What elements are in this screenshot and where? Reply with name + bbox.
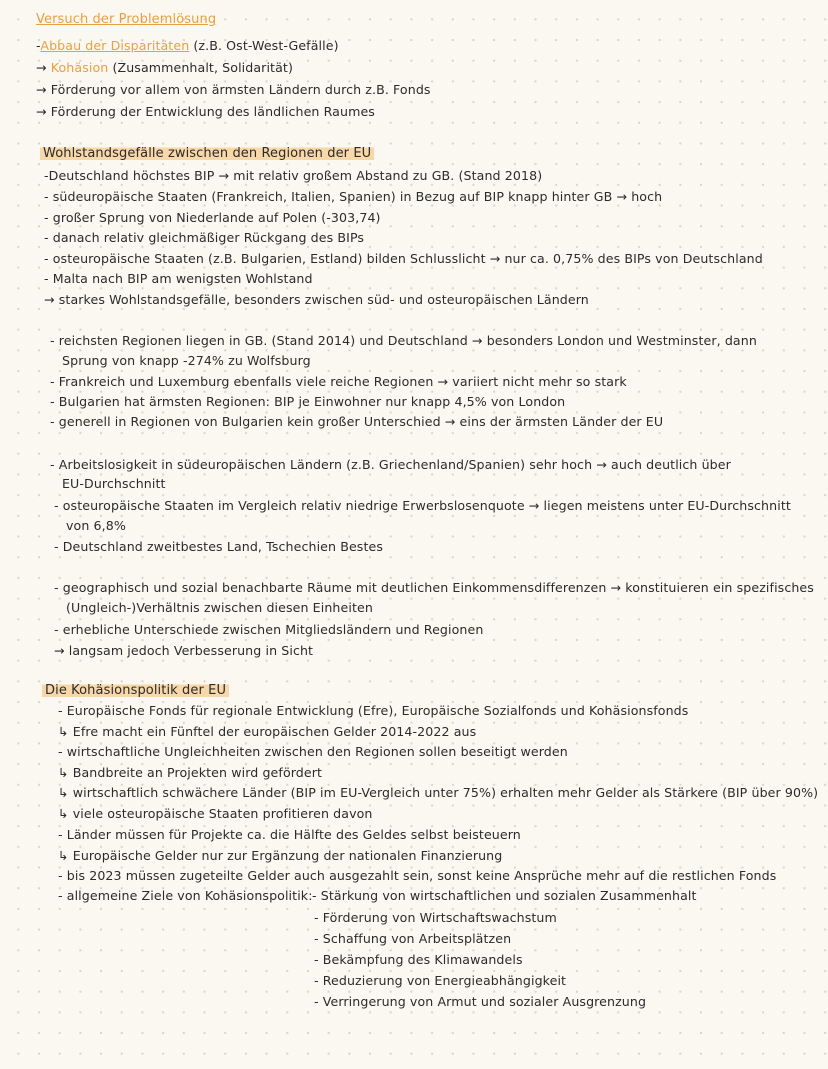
item-prefix: → bbox=[36, 60, 47, 75]
list-item: - Europäische Fonds für regionale Entwicklung (Efre), Europäische Sozialfonds und Kohäsionsfonds bbox=[58, 703, 689, 718]
goal-item: - Verringerung von Armut und sozialer Ausgrenzung bbox=[314, 994, 647, 1009]
list-item: - Bulgarien hat ärmsten Regionen: BIP je Einwohner nur knapp 4,5% von London bbox=[50, 394, 566, 409]
section1-title: Versuch der Problemlösung bbox=[36, 12, 217, 27]
list-item: - Arbeitslosigkeit in südeuropäischen Ländern (z.B. Griechenland/Spanien) sehr hoch → auch deutlich über bbox=[50, 457, 731, 472]
item-prefix: - bbox=[36, 38, 41, 53]
list-item: → langsam jedoch Verbesserung in Sicht bbox=[54, 643, 314, 658]
list-item: → starkes Wohlstandsgefälle, besonders zwischen süd- und osteuropäischen Ländern bbox=[44, 292, 589, 307]
item-prefix: → bbox=[36, 104, 47, 119]
list-item: - geographisch und sozial benachbarte Räume mit deutlichen Einkommensdifferenzen → konstituieren ein spezifisches bbox=[54, 580, 814, 595]
list-item: - großer Sprung von Niederlande auf Polen (-303,74) bbox=[44, 210, 381, 225]
list-item: - südeuropäische Staaten (Frankreich, Italien, Spanien) in Bezug auf BIP knapp hinter GB → hoch bbox=[44, 189, 663, 204]
item-highlight: Abbau der Disparitäten bbox=[40, 38, 190, 53]
goal-item: - Schaffung von Arbeitsplätzen bbox=[314, 931, 512, 946]
item-text: Förderung der Entwicklung des ländlichen Raumes bbox=[50, 104, 375, 119]
section3-title: Die Kohäsionspolitik der EU bbox=[42, 682, 229, 699]
item-text: Förderung vor allem von ärmsten Ländern durch z.B. Fonds bbox=[50, 82, 431, 97]
list-item: ↳ viele osteuropäische Staaten profitieren davon bbox=[58, 806, 373, 821]
list-item: ↳ Europäische Gelder nur zur Ergänzung der nationalen Finanzierung bbox=[58, 848, 503, 863]
item-text: (Zusammenhalt, Solidarität) bbox=[108, 60, 293, 75]
list-item: - erhebliche Unterschiede zwischen Mitgliedsländern und Regionen bbox=[54, 622, 484, 637]
list-item bbox=[36, 60, 293, 76]
list-item: ↳ wirtschaftlich schwächere Länder (BIP im EU-Vergleich unter 75%) erhalten mehr Gelder als Stärkere (BIP über 90%) bbox=[58, 785, 819, 800]
list-item: - generell in Regionen von Bulgarien kein großer Unterschied → eins der ärmsten Länder der EU bbox=[50, 414, 664, 429]
list-item: Sprung von knapp -274% zu Wolfsburg bbox=[62, 353, 311, 368]
item-text: (z.B. Ost-West-Gefälle) bbox=[189, 38, 339, 53]
list-item: ↳ Bandbreite an Projekten wird gefördert bbox=[58, 765, 323, 780]
list-item bbox=[36, 38, 339, 54]
goal-item: - Förderung von Wirtschaftswachstum bbox=[314, 910, 557, 925]
list-item: - danach relativ gleichmäßiger Rückgang des BIPs bbox=[44, 230, 365, 245]
list-item: - wirtschaftliche Ungleichheiten zwischen den Regionen sollen beseitigt werden bbox=[58, 744, 568, 759]
list-item: EU-Durchschnitt bbox=[62, 476, 166, 491]
goal-item: - Reduzierung von Energieabhängigkeit bbox=[314, 973, 567, 988]
goal-item: - Stärkung von wirtschaftlichen und sozialen Zusammenhalt bbox=[312, 888, 697, 903]
list-item: - Länder müssen für Projekte ca. die Hälfte des Geldes selbst beisteuern bbox=[58, 827, 521, 842]
list-item: ↳ Efre macht ein Fünftel der europäischen Gelder 2014-2022 aus bbox=[58, 724, 477, 739]
list-item: - osteuropäische Staaten (z.B. Bulgarien, Estland) bilden Schlusslicht → nur ca. 0,75% des BIPs von Deutschland bbox=[44, 251, 763, 266]
list-item: - allgemeine Ziele von Kohäsionspolitik: bbox=[58, 888, 313, 903]
list-item: von 6,8% bbox=[66, 518, 126, 533]
item-prefix: → bbox=[36, 82, 47, 97]
list-item bbox=[36, 104, 375, 120]
list-item: - reichsten Regionen liegen in GB. (Stand 2014) und Deutschland → besonders London und Westminster, dann bbox=[50, 333, 757, 348]
list-item: - Frankreich und Luxemburg ebenfalls viele reiche Regionen → variiert nicht mehr so stark bbox=[50, 374, 627, 389]
list-item: - Deutschland zweitbestes Land, Tschechien Bestes bbox=[54, 539, 383, 554]
section2-title: Wohlstandsgefälle zwischen den Regionen der EU bbox=[40, 145, 374, 162]
list-item: - Malta nach BIP am wenigsten Wohlstand bbox=[44, 271, 313, 286]
list-item: (Ungleich-)Verhältnis zwischen diesen Einheiten bbox=[66, 600, 373, 615]
goal-item: - Bekämpfung des Klimawandels bbox=[314, 952, 523, 967]
list-item: - osteuropäische Staaten im Vergleich relativ niedrige Erwerbslosenquote → liegen meistens unter EU-Durchschnitt bbox=[54, 498, 791, 513]
list-item bbox=[36, 82, 431, 98]
list-item: -Deutschland höchstes BIP → mit relativ großem Abstand zu GB. (Stand 2018) bbox=[44, 168, 543, 183]
item-highlight: Kohäsion bbox=[50, 60, 109, 75]
list-item: - bis 2023 müssen zugeteilte Gelder auch ausgezahlt sein, sonst keine Ansprüche mehr auf die restlichen Fonds bbox=[58, 868, 777, 883]
